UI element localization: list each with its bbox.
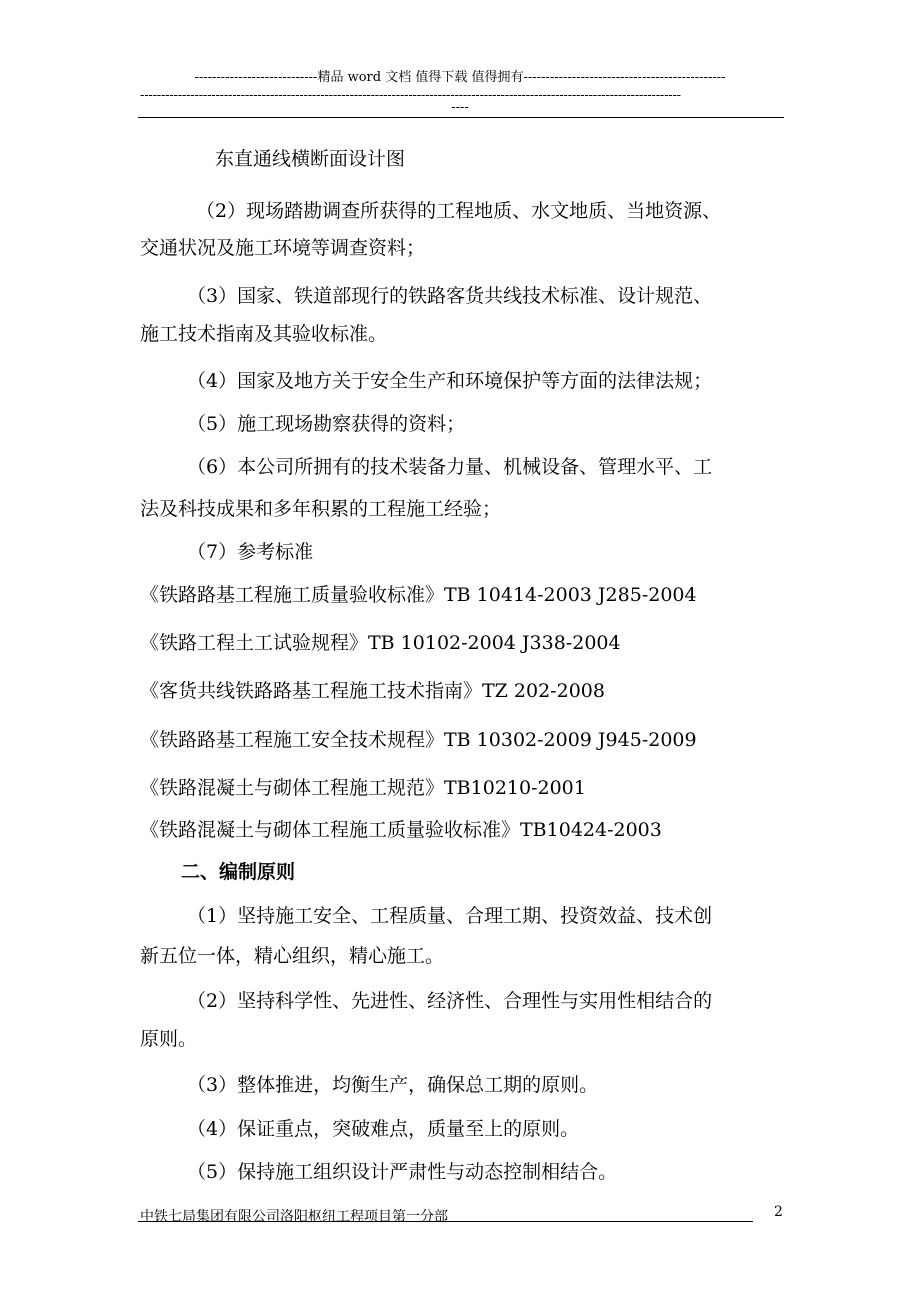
- paragraph-line: 法及科技成果和多年积累的工程施工经验；: [140, 498, 502, 520]
- header-dash-line: ---------------------------------------------------------------------------------------------------------------------------------: [140, 88, 681, 103]
- paragraph-line: （4）国家及地方关于安全生产和环境保护等方面的法律法规；: [187, 370, 713, 392]
- principle-line: 新五位一体，精心组织，精心施工。: [140, 945, 445, 967]
- paragraph-line: 交通状况及施工环境等调查资料；: [140, 237, 426, 259]
- paragraph-line: （2）现场踏勘调查所获得的工程地质、水文地质、当地资源、: [196, 200, 722, 222]
- principle-line: （1）坚持施工安全、工程质量、合理工期、投资效益、技术创: [187, 905, 713, 927]
- figure-caption: 东直通线横断面设计图: [215, 148, 406, 170]
- header-rule: [138, 117, 784, 118]
- paragraph-line: （7）参考标准: [187, 541, 314, 563]
- principle-line: （2）坚持科学性、先进性、经济性、合理性与实用性相结合的: [187, 990, 713, 1012]
- paragraph-line: （5）施工现场勘察获得的资料；: [187, 413, 466, 435]
- paragraph-line: （6）本公司所拥有的技术装备力量、机械设备、管理水平、工: [187, 456, 713, 478]
- footer-company: 中铁七局集团有限公司洛阳枢纽工程项目第一分部: [140, 1209, 448, 1225]
- standard-item: 《铁路工程土工试验规程》TB 10102-2004 J338-2004: [140, 632, 621, 654]
- principle-line: （5）保持施工组织设计严肃性与动态控制相结合。: [187, 1161, 618, 1183]
- paragraph-line: （3）国家、铁道部现行的铁路客货共线技术标准、设计规范、: [187, 285, 713, 307]
- page-number: 2: [774, 1204, 783, 1220]
- header-banner: ----------------------------精品 word 文档 值得下载 值得拥有----------------------------------------------: [194, 70, 726, 85]
- principle-line: 原则。: [140, 1028, 198, 1050]
- paragraph-line: 施工技术指南及其验收标准。: [140, 323, 388, 345]
- principle-line: （4）保证重点，突破难点，质量至上的原则。: [187, 1118, 580, 1140]
- footer-rule: [138, 1221, 753, 1222]
- principle-line: （3）整体推进，均衡生产，确保总工期的原则。: [187, 1074, 599, 1096]
- standard-item: 《铁路路基工程施工安全技术规程》TB 10302-2009 J945-2009: [140, 729, 697, 751]
- standard-item: 《铁路混凝土与砌体工程施工规范》TB10210-2001: [140, 777, 586, 799]
- section-heading: 二、编制原则: [181, 861, 296, 883]
- standard-item: 《客货共线铁路路基工程施工技术指南》TZ 202-2008: [140, 680, 605, 702]
- standard-item: 《铁路路基工程施工质量验收标准》TB 10414-2003 J285-2004: [140, 584, 697, 606]
- header-dash-tail: ----: [451, 100, 469, 115]
- standard-item: 《铁路混凝土与砌体工程施工质量验收标准》TB10424-2003: [140, 819, 662, 841]
